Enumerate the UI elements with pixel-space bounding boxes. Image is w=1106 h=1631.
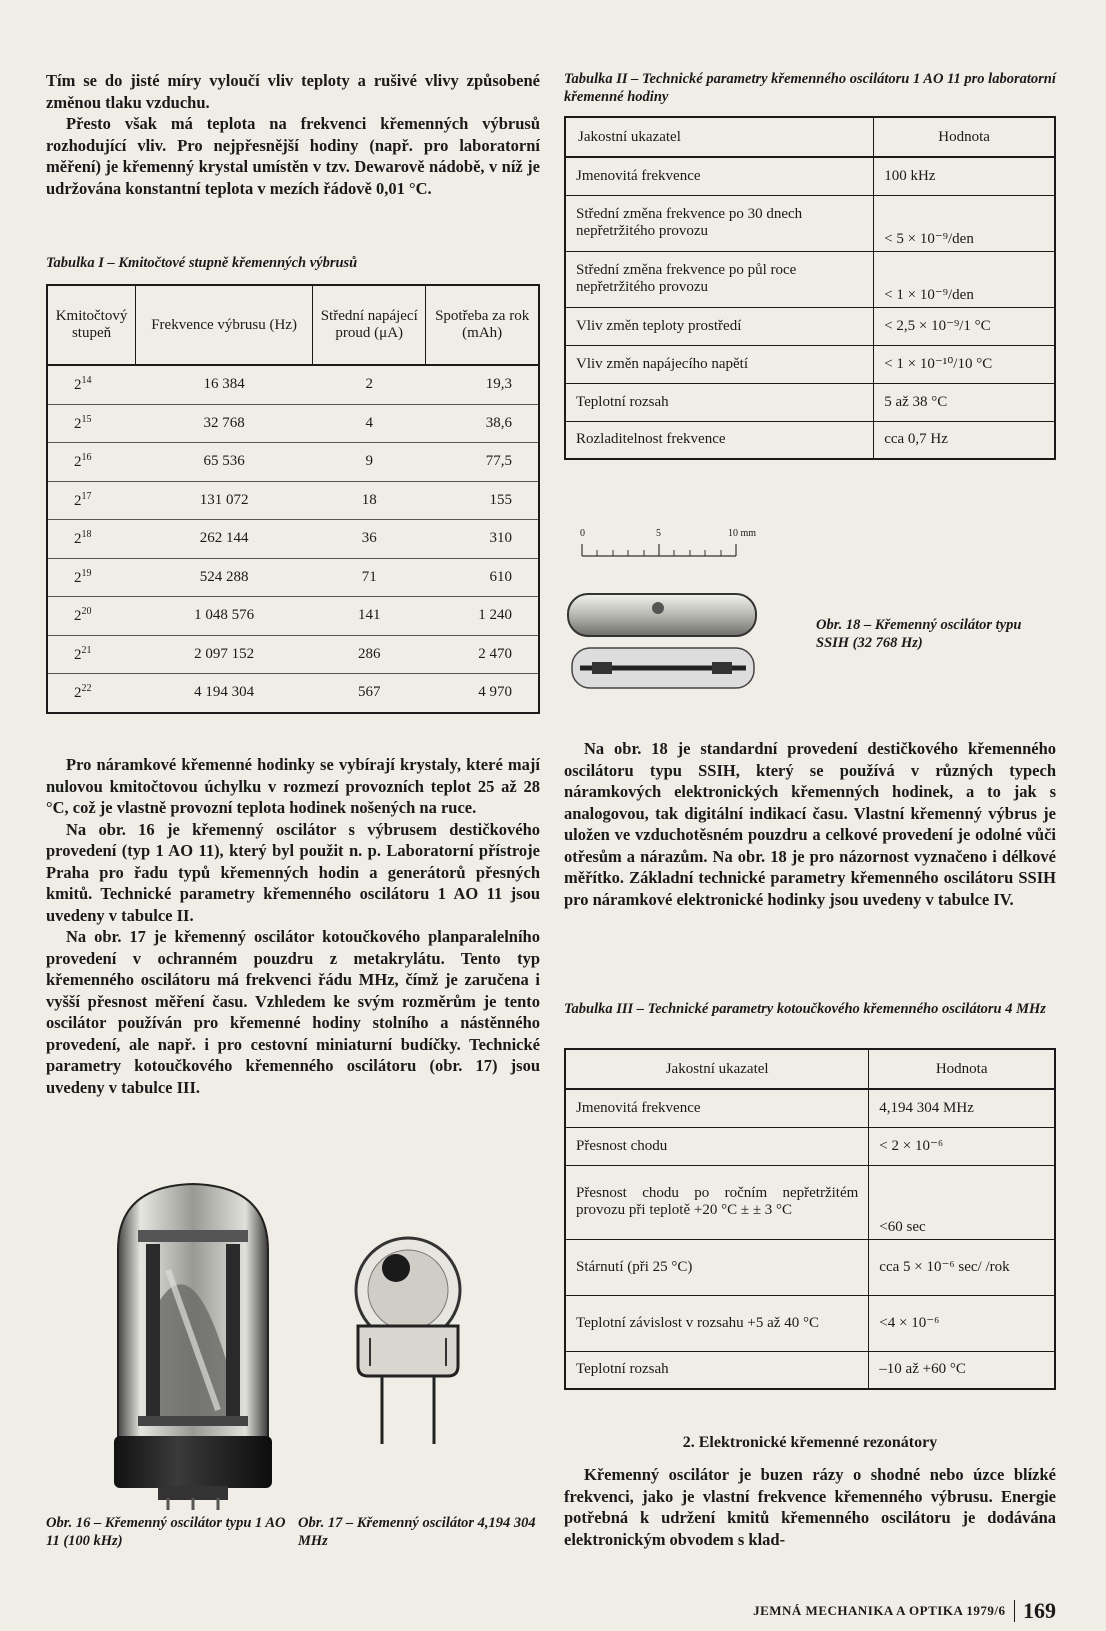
table2-cell-value: 5 až 38 °C bbox=[874, 383, 1055, 421]
table3-cell-value: <4 × 10⁻⁶ bbox=[869, 1295, 1055, 1351]
exponent: 19 bbox=[81, 567, 92, 579]
journal-name: JEMNÁ MECHANIKA A OPTIKA 1979/6 bbox=[753, 1603, 1006, 1618]
table1-header: Spotřeba za rok (mAh) bbox=[426, 285, 539, 365]
table1-cell-stage: $2^{19}$ bbox=[47, 558, 136, 597]
table1-cell-current: 4 bbox=[313, 404, 426, 443]
table1-cell-consumption: 4 970 bbox=[478, 684, 512, 701]
table1-cell-freq: 2 097 152 bbox=[136, 635, 313, 674]
table3-cell-name: Teplotní závislost v rozsahu +5 až 40 °C bbox=[565, 1295, 869, 1351]
table-row bbox=[565, 1239, 1055, 1295]
table3-grid bbox=[564, 1048, 1056, 1390]
table1-cell-freq: 262 144 bbox=[136, 520, 313, 559]
table1-cell-current: 71 bbox=[313, 558, 426, 597]
table-row bbox=[47, 365, 539, 404]
table2-cell-name: Vliv změn napájecího napětí bbox=[565, 345, 874, 383]
exponent: 17 bbox=[81, 490, 92, 502]
table1-cell-stage: $2^{16}$ bbox=[47, 443, 136, 482]
table2-header-row bbox=[565, 117, 1055, 157]
table-row bbox=[565, 1165, 1055, 1239]
table2-cell-value: < 1 × 10⁻⁹/den bbox=[874, 251, 1055, 307]
table1-cell-stage: $2^{14}$ bbox=[47, 365, 136, 404]
left-bottom-text bbox=[46, 754, 540, 1098]
left-top-text bbox=[46, 70, 540, 199]
fig17-photo bbox=[340, 1226, 480, 1446]
page-number: 169 bbox=[1023, 1598, 1056, 1623]
ssih-crystal-illustration bbox=[562, 588, 762, 698]
table3-cell-name: Přesnost chodu bbox=[565, 1127, 869, 1165]
table-row bbox=[565, 345, 1055, 383]
table-row bbox=[565, 1089, 1055, 1127]
exponent: 18 bbox=[81, 529, 92, 541]
paragraph: Křemenný oscilátor je buzen rázy o shodné nebo úzce blízké frekvenci, jako je vlastní frekvence křemenného výbrusu. Energie potřebná k udržení kmitů křemenného oscilátoru je dodávána elektronickým obvodem s klad- bbox=[564, 1465, 1056, 1549]
disc-crystal-illustration bbox=[340, 1226, 480, 1446]
table1-grid bbox=[46, 284, 540, 714]
table-row bbox=[565, 307, 1055, 345]
table1-cell-consumption: 38,6 bbox=[426, 404, 539, 443]
table1-cell-stage: $2^{20}$ bbox=[47, 597, 136, 636]
table2 bbox=[564, 116, 1056, 460]
table3-cell-value: < 2 × 10⁻⁶ bbox=[869, 1127, 1055, 1165]
table3-cell-value: 4,194 304 MHz bbox=[869, 1089, 1055, 1127]
table2-grid bbox=[564, 116, 1056, 460]
table1-cell-freq: 16 384 bbox=[136, 365, 313, 404]
table-row bbox=[565, 195, 1055, 251]
table1-cell-consumption: 2 470 bbox=[426, 635, 539, 674]
table1-header: Střední napájecí proud (μA) bbox=[313, 285, 426, 365]
table1-header: Frekvence výbrusu (Hz) bbox=[136, 285, 313, 365]
table1-cell-stage: $2^{21}$ bbox=[47, 635, 136, 674]
table1-header: Kmitočtový stupeň bbox=[47, 285, 136, 365]
table2-cell-value: < 5 × 10⁻⁹/den bbox=[874, 195, 1055, 251]
table1-cell-current: 9 bbox=[313, 443, 426, 482]
paragraph: Tím se do jisté míry vyloučí vliv teploty a rušivé vlivy způsobené změnou tlaku vzduchu. bbox=[46, 71, 540, 112]
table1-cell-freq: 131 072 bbox=[136, 481, 313, 520]
table-row bbox=[565, 1351, 1055, 1389]
section-text bbox=[564, 1464, 1056, 1550]
exponent: 14 bbox=[81, 375, 92, 387]
table1-cell-freq: 524 288 bbox=[136, 558, 313, 597]
table2-cell-value: 100 kHz bbox=[874, 157, 1055, 195]
scale-label-0: 0 bbox=[580, 528, 585, 539]
table2-cell-value: cca 0,7 Hz bbox=[884, 431, 948, 448]
table-row bbox=[47, 443, 539, 482]
table1-cell-consumption: 19,3 bbox=[426, 365, 539, 404]
table-row bbox=[565, 421, 1055, 459]
table1-cell-current: 2 bbox=[313, 365, 426, 404]
table1-cell-current: 567 bbox=[357, 684, 381, 701]
table2-cell-name: Střední změna frekvence po 30 dnech nepřetržitého provozu bbox=[565, 195, 874, 251]
table-row bbox=[565, 157, 1055, 195]
table2-cell-value: < 2,5 × 10⁻⁹/1 °C bbox=[874, 307, 1055, 345]
exponent: 15 bbox=[81, 413, 92, 425]
table3-header: Jakostní ukazatel bbox=[565, 1049, 869, 1089]
section-heading: 2. Elektronické křemenné rezonátory bbox=[682, 1434, 938, 1451]
table2-header: Hodnota bbox=[874, 117, 1055, 157]
exponent: 22 bbox=[81, 683, 92, 695]
table3-header: Hodnota bbox=[869, 1049, 1055, 1089]
scale-label-10: 10 mm bbox=[728, 528, 757, 539]
table3-cell-value: cca 5 × 10⁻⁶ sec/ /rok bbox=[869, 1239, 1055, 1295]
table-row bbox=[565, 1295, 1055, 1351]
table1-cell-freq: 4 194 304 bbox=[194, 684, 255, 701]
paragraph: Přesto však má teplota na frekvenci křemenných výbrusů rozhodující vliv. Pro nejpřesnější hodiny (např. pro laboratorní měření) je křemenný krystal umístěn v tzv. Dewarově nádobě, v níž je udržována konstantní teplota v mezích řádově 0,01 °C. bbox=[46, 114, 540, 198]
table3-cell-name: Stárnutí (při 25 °C) bbox=[565, 1239, 869, 1295]
table1-cell-stage: $2^{15}$ bbox=[47, 404, 136, 443]
table2-cell-name: Střední změna frekvence po půl roce nepřetržitého provozu bbox=[565, 251, 874, 307]
table3-cell-name: Přesnost chodu po ročním nepřetržitém provozu při teplotě +20 °C ± ± 3 °C bbox=[565, 1165, 869, 1239]
fig18-photo bbox=[562, 588, 762, 698]
fig17-caption: Obr. 17 – Křemenný oscilátor 4,194 304 MHz bbox=[298, 1515, 536, 1549]
table1-cell-current: 286 bbox=[313, 635, 426, 674]
table1-cell-consumption: 1 240 bbox=[426, 597, 539, 636]
table-row bbox=[47, 635, 539, 674]
table2-cell-name: Vliv změn teploty prostředí bbox=[565, 307, 874, 345]
table-row bbox=[47, 558, 539, 597]
footer-divider bbox=[1014, 1600, 1016, 1622]
table-row bbox=[47, 404, 539, 443]
table1-cell-consumption: 610 bbox=[426, 558, 539, 597]
exponent: 20 bbox=[81, 606, 92, 618]
fig16-caption: Obr. 16 – Křemenný oscilátor typu 1 AO 11 (100 kHz) bbox=[46, 1515, 286, 1549]
paragraph: Na obr. 17 je křemenný oscilátor kotoučkového planparalelního provedení v ochranném pouzdru z metakrylátu. Tento typ křemenného oscilátoru má frekvenci řádu MHz, čímž je zaručena i vyšší přesnost měření času. Vzhledem ke svým rozměrům je tento oscilátor používán pro křemenné hodiny stolního a nástěnného provedení, ale např. i pro cestovní miniaturní budíčky. Technické parametry kotoučkového křemenného oscilátoru (obr. 17) jsou uvedeny v tabulce III. bbox=[46, 927, 540, 1097]
table1 bbox=[46, 284, 540, 714]
table1-cell-consumption: 155 bbox=[426, 481, 539, 520]
table-row bbox=[565, 1127, 1055, 1165]
page-footer bbox=[736, 1598, 1056, 1624]
paragraph: Pro náramkové křemenné hodinky se vybírají krystaly, které mají nulovou kmitočtovou úchylku v rozmezí provozních teplot 25 až 28 °C, což je vlastně provozní teplota hodinek nošených na ruce. bbox=[46, 755, 540, 817]
table-row bbox=[565, 383, 1055, 421]
table1-cell-current: 36 bbox=[313, 520, 426, 559]
table2-header: Jakostní ukazatel bbox=[565, 117, 874, 157]
scale-ruler bbox=[578, 526, 758, 566]
table3-cell-name: Jmenovitá frekvence bbox=[565, 1089, 869, 1127]
exponent: 16 bbox=[81, 452, 92, 464]
table1-cell-freq: 1 048 576 bbox=[136, 597, 313, 636]
table2-cell-name: Jmenovitá frekvence bbox=[565, 157, 874, 195]
table3-cell-value: –10 až +60 °C bbox=[879, 1361, 966, 1378]
table-row bbox=[47, 674, 539, 713]
fig18-caption: Obr. 18 – Křemenný oscilátor typu SSIH (32 768 Hz) bbox=[816, 617, 1022, 651]
table1-header-row bbox=[47, 285, 539, 365]
right-text bbox=[564, 738, 1056, 910]
table1-cell-current: 141 bbox=[313, 597, 426, 636]
table1-cell-current: 18 bbox=[313, 481, 426, 520]
table1-cell-consumption: 310 bbox=[426, 520, 539, 559]
paragraph: Na obr. 16 je křemenný oscilátor s výbrusem destičkového provedení (typ 1 AO 11), který byl použit n. p. Laboratorní přístroje Praha pro řadu typů křemenných hodin a generátorů přesných kmitů. Technické parametry křemenného oscilátoru 1 AO 11 jsou uvedeny v tabulce II. bbox=[46, 819, 540, 925]
table3-header-row bbox=[565, 1049, 1055, 1089]
table1-cell-freq: 65 536 bbox=[136, 443, 313, 482]
scale-label-5: 5 bbox=[656, 528, 661, 539]
table2-cell-name: Rozladitelnost frekvence bbox=[565, 421, 874, 459]
exponent: 21 bbox=[81, 644, 92, 656]
table-row bbox=[47, 597, 539, 636]
table-row bbox=[47, 520, 539, 559]
table1-cell-stage: $2^{17}$ bbox=[47, 481, 136, 520]
table2-cell-value: < 1 × 10⁻¹⁰/10 °C bbox=[874, 345, 1055, 383]
table1-cell-consumption: 77,5 bbox=[426, 443, 539, 482]
table3-caption: Tabulka III – Technické parametry kotoučkového křemenného oscilátoru 4 MHz bbox=[564, 1001, 1046, 1017]
table1-cell-freq: 32 768 bbox=[136, 404, 313, 443]
crystal-tube-illustration bbox=[98, 1180, 288, 1510]
paragraph: Na obr. 18 je standardní provedení destičkového křemenného oscilátoru typu SSIH, který se používá v různých typech náramkových elektronických křemenných hodinek, a to jak s analogovou, tak digitální indikací času. Vlastní křemenný výbrus je uložen ve vzduchotěsném pouzdru a celkové provedení je odolné vůči otřesům a nárazům. Na obr. 18 je pro názornost vyznačeno i délkové měřítko. Základní technické parametry křemenného oscilátoru SSIH pro náramkové elektronické hodinky jsou uvedeny v tabulce IV. bbox=[564, 739, 1056, 909]
table3 bbox=[564, 1048, 1056, 1390]
fig16-photo bbox=[98, 1180, 288, 1510]
table1-caption: Tabulka I – Kmitočtové stupně křemenných výbrusů bbox=[46, 255, 358, 271]
table-row bbox=[47, 481, 539, 520]
table2-cell-name: Teplotní rozsah bbox=[565, 383, 874, 421]
table2-caption: Tabulka II – Technické parametry křemenného oscilátoru 1 AO 11 pro laboratorní křemenné hodiny bbox=[564, 71, 1056, 105]
table1-cell-stage: $2^{22}$ bbox=[74, 683, 92, 702]
table3-cell-value: <60 sec bbox=[869, 1165, 1055, 1239]
table1-cell-stage: $2^{18}$ bbox=[47, 520, 136, 559]
table3-cell-name: Teplotní rozsah bbox=[565, 1351, 869, 1389]
table-row bbox=[565, 251, 1055, 307]
